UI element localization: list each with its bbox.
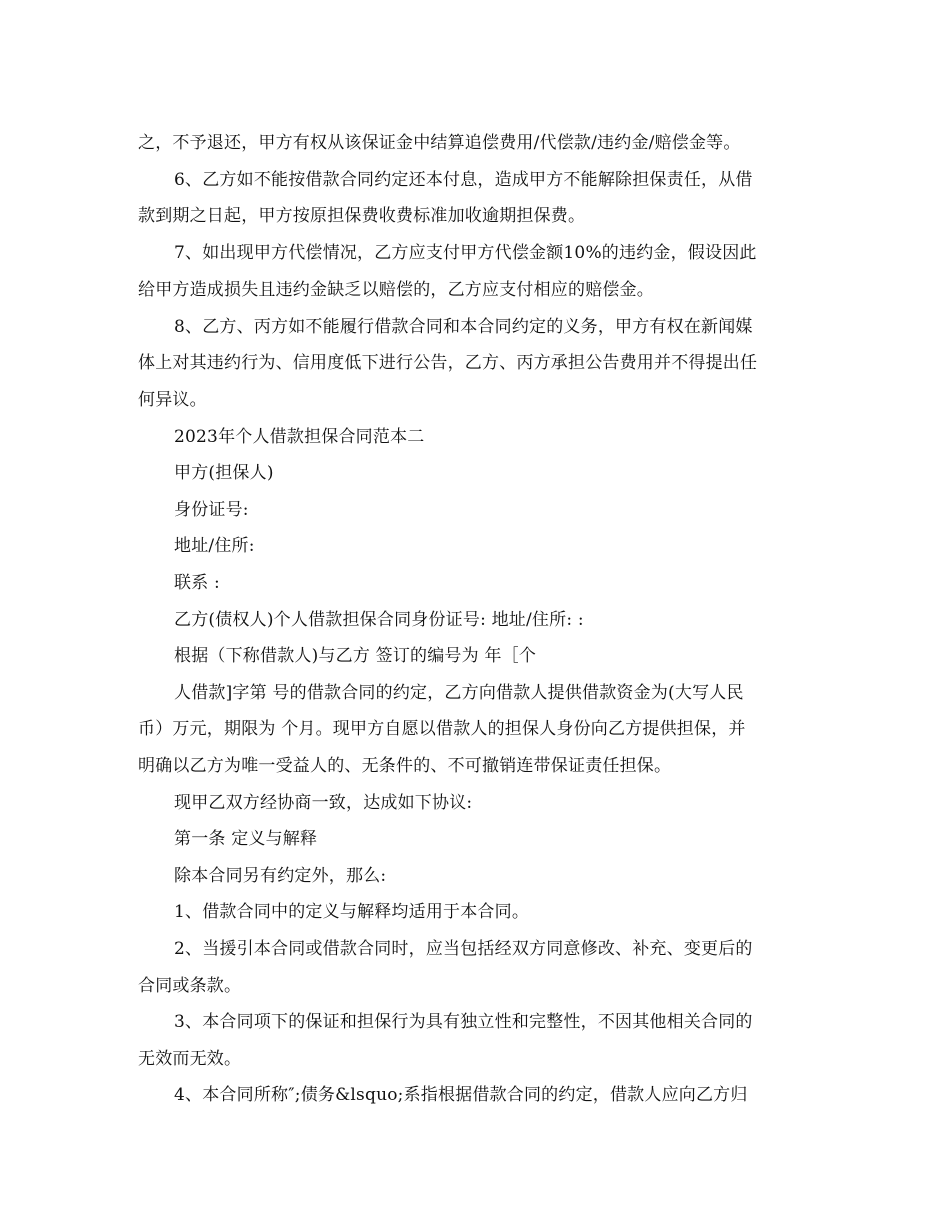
text-line: 地址/住所: — [174, 536, 255, 556]
text-line: 2、当援引本合同或借款合同时，应当包括经双方同意修改、补充、变更后的 — [174, 939, 753, 959]
text-line: 明确以乙方为唯一受益人的、无条件的、不可撤销连带保证责任担保。 — [138, 756, 672, 776]
text-line: 无效而无效。 — [138, 1049, 242, 1069]
text-line: 之，不予退还，甲方有权从该保证金中结算追偿费用/代偿款/违约金/赔偿金等。 — [138, 133, 741, 153]
text-line: 人借款]字第 号的借款合同的约定，乙方向借款人提供借款资金为(大写人民 — [174, 683, 744, 703]
text-line: 给甲方造成损失且违约金缺乏以赔偿的，乙方应支付相应的赔偿金。 — [138, 280, 654, 300]
text-line: 乙方(债权人)个人借款担保合同身份证号: 地址/住所: : — [174, 610, 584, 630]
text-line: 甲方(担保人) — [174, 463, 274, 483]
text-line: 身份证号: — [174, 500, 249, 520]
text-line: 7、如出现甲方代偿情况，乙方应支付甲方代偿金额10%的违约金，假设因此 — [174, 243, 757, 263]
text-line: 现甲乙双方经协商一致，达成如下协议: — [174, 793, 473, 813]
text-line: 款到期之日起，甲方按原担保费收费标准加收逾期担保费。 — [138, 206, 586, 226]
text-line: 合同或条款。 — [138, 976, 242, 996]
text-line: 联系 : — [174, 573, 220, 593]
text-line: 6、乙方如不能按借款合同约定还本付息，造成甲方不能解除担保责任，从借 — [174, 170, 753, 190]
section-heading: 第一条 定义与解释 — [174, 829, 318, 849]
text-line: 1、借款合同中的定义与解释均适用于本合同。 — [174, 902, 530, 922]
text-line: 体上对其违约行为、信用度低下进行公告，乙方、丙方承担公告费用并不得提出任 — [138, 353, 758, 373]
text-line: 8、乙方、丙方如不能履行借款合同和本合同约定的义务，甲方有权在新闻媒 — [174, 317, 753, 337]
text-line: 何异议。 — [138, 390, 207, 410]
text-line: 根据（下称借款人)与乙方 签订的编号为 年［个 — [174, 646, 537, 666]
text-line: 4、本合同所称″;债务&lsquo;系指根据借款合同的约定，借款人应向乙方归 — [174, 1085, 748, 1105]
text-line: 币）万元，期限为 个月。现甲方自愿以借款人的担保人身份向乙方提供担保，并 — [138, 719, 746, 739]
section-title: 2023年个人借款担保合同范本二 — [174, 427, 425, 447]
text-line: 除本合同另有约定外，那么: — [174, 866, 387, 886]
text-line: 3、本合同项下的保证和担保行为具有独立性和完整性，不因其他相关合同的 — [174, 1012, 753, 1032]
